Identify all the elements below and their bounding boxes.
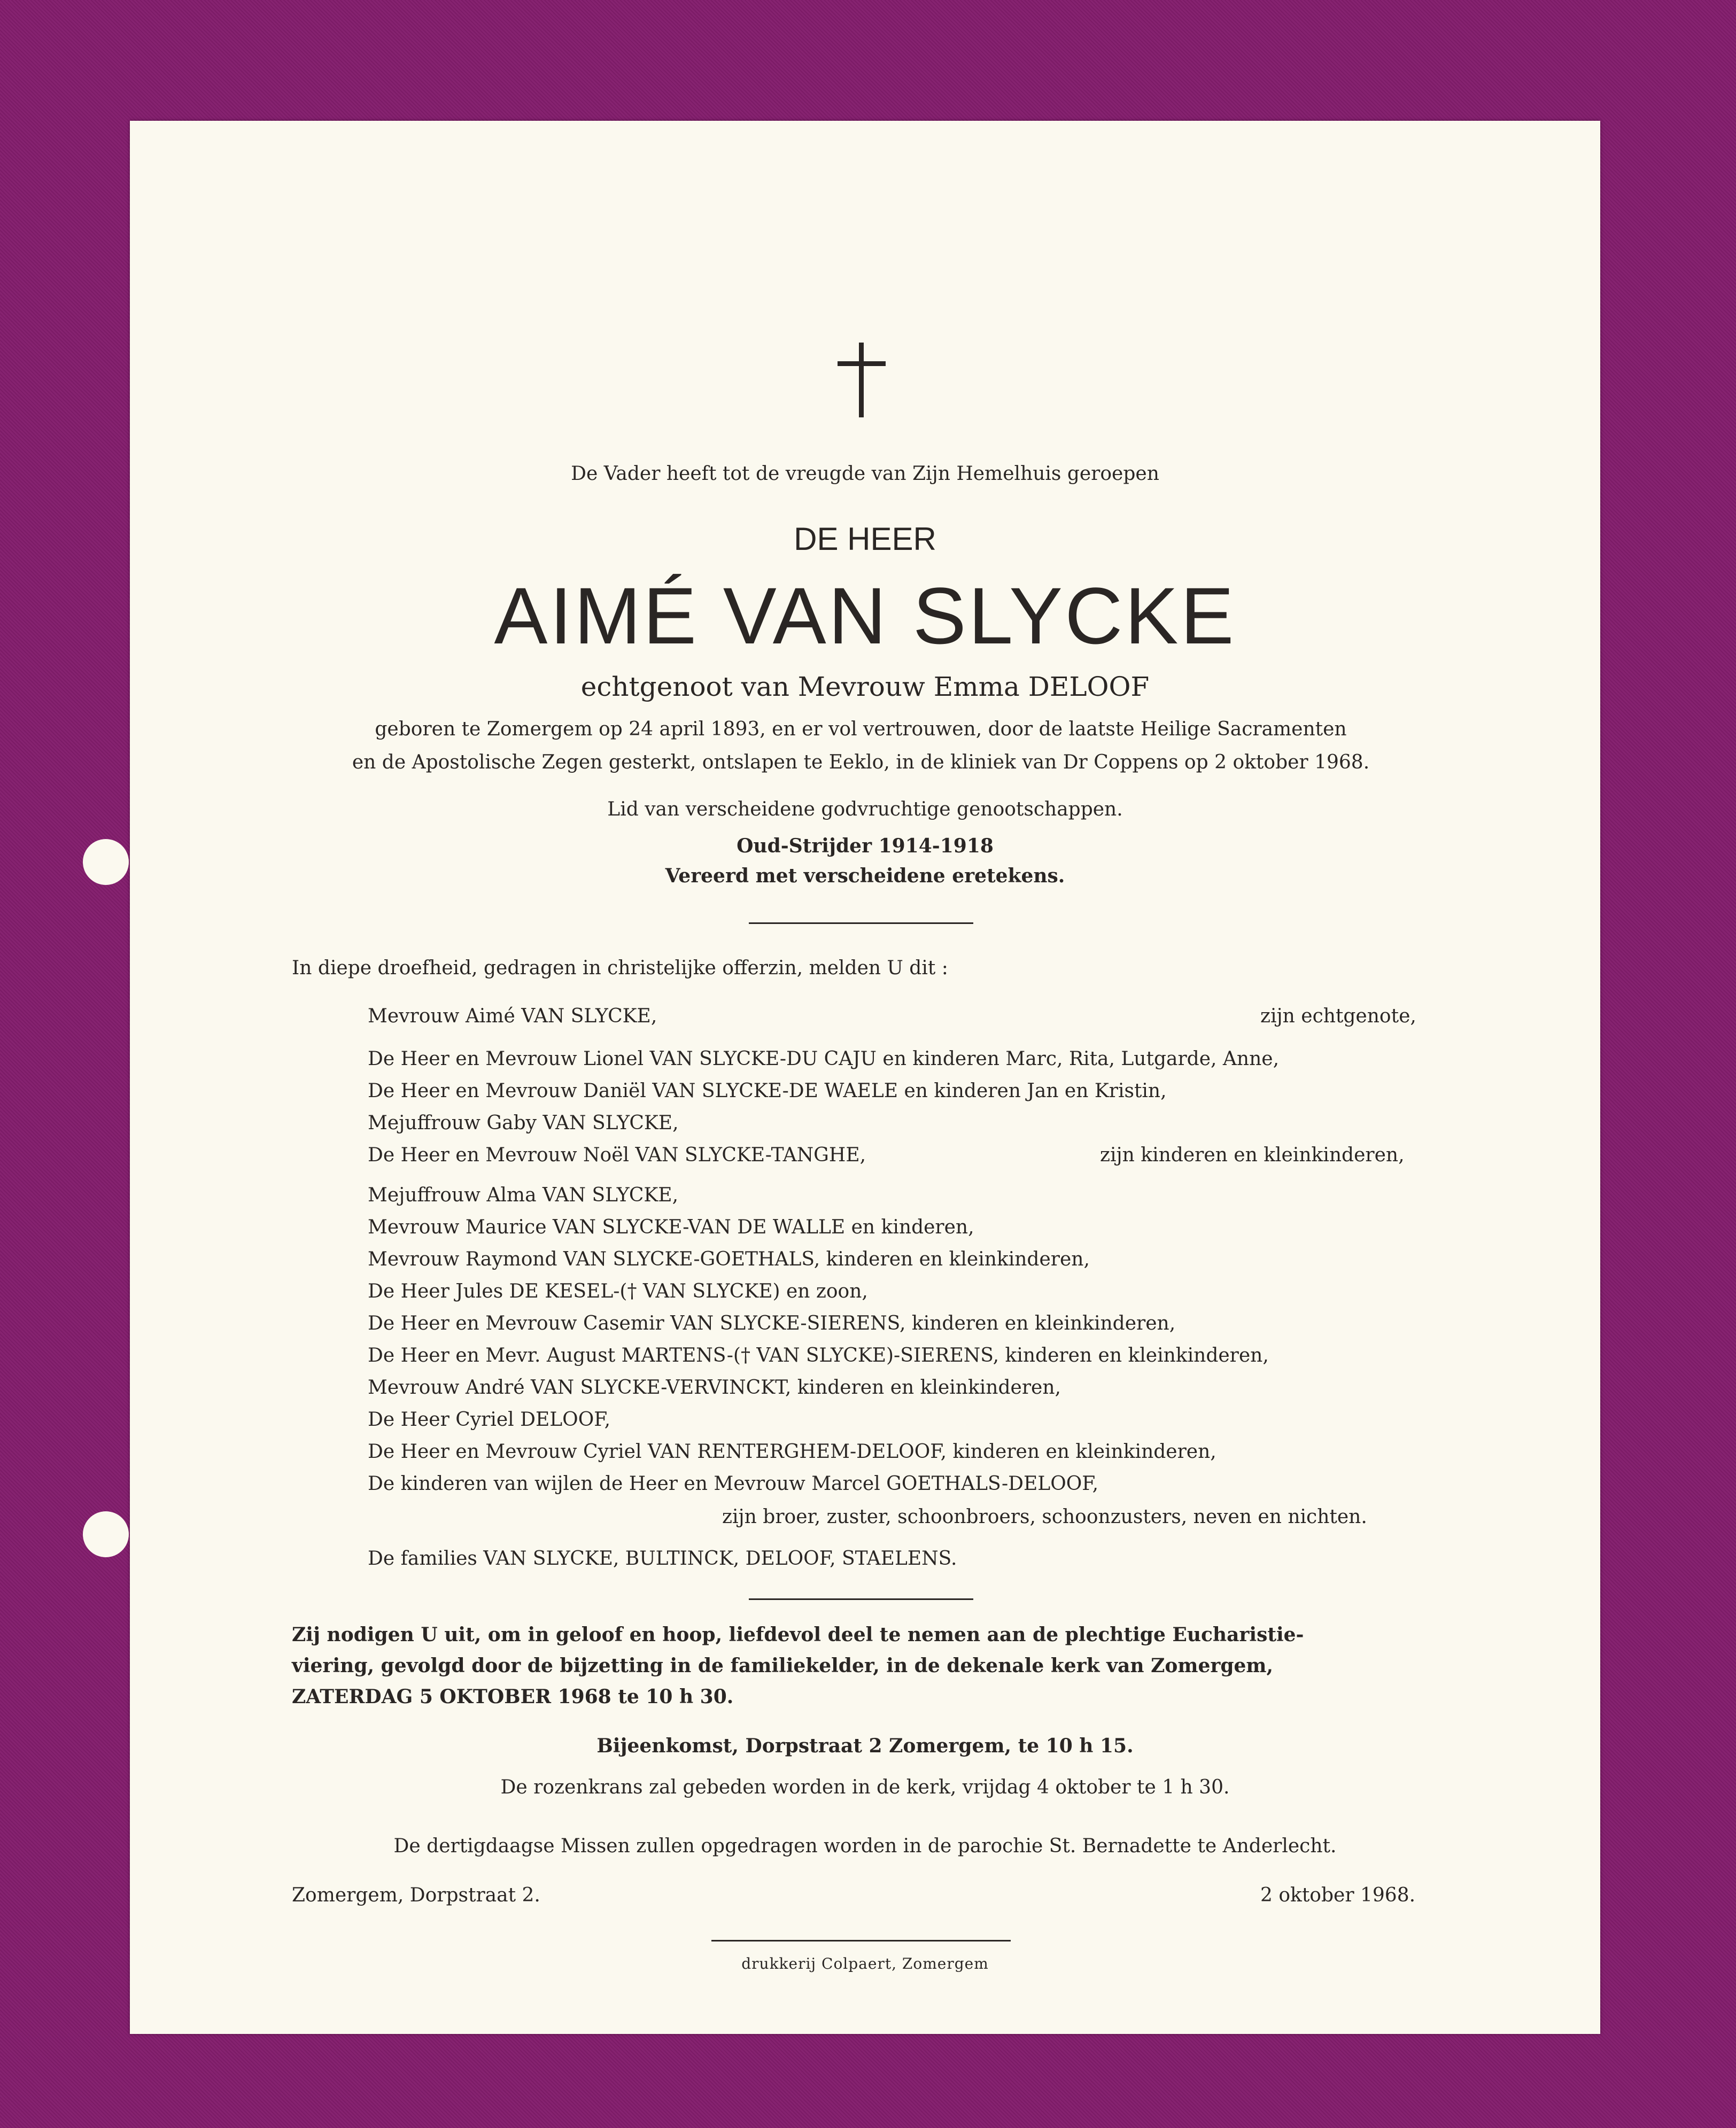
printer-rule (711, 1940, 1011, 1941)
honors-line: Vereerd met verscheidene eretekens. (665, 865, 1065, 887)
mourner-line: De Heer en Mevrouw Lionel VAN SLYCKE-DU CAJU en kinderen Marc, Rita, Lutgarde, Anne, (368, 1048, 1280, 1070)
mourner-line: Mejuffrouw Gaby VAN SLYCKE, (368, 1112, 679, 1134)
mourner-line: De Heer en Mevrouw Casemir VAN SLYCKE-SIERENS, kinderen en kleinkinderen, (368, 1312, 1176, 1334)
intro-line: De Vader heeft tot de vreugde van Zijn Hemelhuis geroepen (571, 463, 1159, 485)
masses-line: De dertigdaagse Missen zullen opgedragen worden in de parochie St. Bernadette te Anderlecht. (393, 1835, 1337, 1857)
deceased-name: AIMÉ VAN SLYCKE (494, 571, 1236, 661)
mourner-line: De Heer Jules DE KESEL-(† VAN SLYCKE) en zoon, (368, 1280, 868, 1302)
children-relation: zijn kinderen en kleinkinderen, (1100, 1144, 1405, 1166)
veteran-line: Oud-Strijder 1914-1918 (737, 835, 994, 857)
families-line: De families VAN SLYCKE, BULTINCK, DELOOF, STAELENS. (368, 1548, 957, 1570)
death-notice-card (130, 121, 1600, 2034)
service-line-2: viering, gevolgd door de bijzetting in de familiekelder, in de dekenale kerk van Zomergem, (292, 1655, 1274, 1677)
mourner-line: De Heer en Mevrouw Cyriel VAN RENTERGHEM-DELOOF, kinderen en kleinkinderen, (368, 1441, 1216, 1463)
printer-credit: drukkerij Colpaert, Zomergem (741, 1955, 989, 1972)
notice-date: 2 oktober 1968. (1260, 1884, 1416, 1906)
siblings-relation: zijn broer, zuster, schoonbroers, schoonzusters, neven en nichten. (722, 1506, 1367, 1528)
cross-icon (838, 343, 886, 417)
divider (749, 1598, 973, 1600)
mourner-line: De Heer en Mevr. August MARTENS-(† VAN SLYCKE)-SIERENS, kinderen en kleinkinderen, (368, 1345, 1269, 1366)
mourner-line: Mevrouw Raymond VAN SLYCKE-GOETHALS, kinderen en kleinkinderen, (368, 1248, 1090, 1270)
widow-relation: zijn echtgenote, (1260, 1005, 1416, 1027)
divider (749, 922, 973, 924)
gathering-line: Bijeenkomst, Dorpstraat 2 Zomergem, te 10 h 15. (596, 1735, 1134, 1757)
mourner-line: Mevrouw André VAN SLYCKE-VERVINCKT, kinderen en kleinkinderen, (368, 1377, 1061, 1399)
birth-line-2: en de Apostolische Zegen gesterkt, ontslapen te Eeklo, in de kliniek van Dr Coppens op 2 oktober 1968. (352, 751, 1370, 773)
mourner-line: De Heer en Mevrouw Daniël VAN SLYCKE-DE WAELE en kinderen Jan en Kristin, (368, 1080, 1167, 1102)
mourner-line: Mejuffrouw Alma VAN SLYCKE, (368, 1184, 679, 1206)
rosary-line: De rozenkrans zal gebeden worden in de kerk, vrijdag 4 oktober te 1 h 30. (500, 1776, 1230, 1798)
mourners-intro: In diepe droefheid, gedragen in christelijke offerzin, melden U dit : (292, 957, 948, 979)
widow-name: Mevrouw Aimé VAN SLYCKE, (368, 1005, 657, 1027)
service-line-1: Zij nodigen U uit, om in geloof en hoop, liefdevol deel te nemen aan de plechtige Eucharistie- (292, 1624, 1304, 1646)
punch-hole (83, 1511, 129, 1557)
birth-line-1: geboren te Zomergem op 24 april 1893, en er vol vertrouwen, door de laatste Heilige Sacramenten (375, 718, 1347, 740)
punch-hole (83, 839, 129, 885)
mourner-line: Mevrouw Maurice VAN SLYCKE-VAN DE WALLE en kinderen, (368, 1216, 974, 1238)
title-prefix: DE HEER (794, 521, 936, 557)
membership-line: Lid van verscheidene godvruchtige genootschappen. (607, 798, 1123, 820)
mourner-line: De kinderen van wijlen de Heer en Mevrouw Marcel GOETHALS-DELOOF, (368, 1473, 1099, 1495)
spouse-line: echtgenoot van Mevrouw Emma DELOOF (580, 671, 1150, 702)
mourner-line: De Heer en Mevrouw Noël VAN SLYCKE-TANGHE, (368, 1144, 866, 1166)
mourner-line: De Heer Cyriel DELOOF, (368, 1409, 611, 1431)
service-date: ZATERDAG 5 OKTOBER 1968 te 10 h 30. (292, 1686, 734, 1708)
address: Zomergem, Dorpstraat 2. (292, 1884, 540, 1906)
